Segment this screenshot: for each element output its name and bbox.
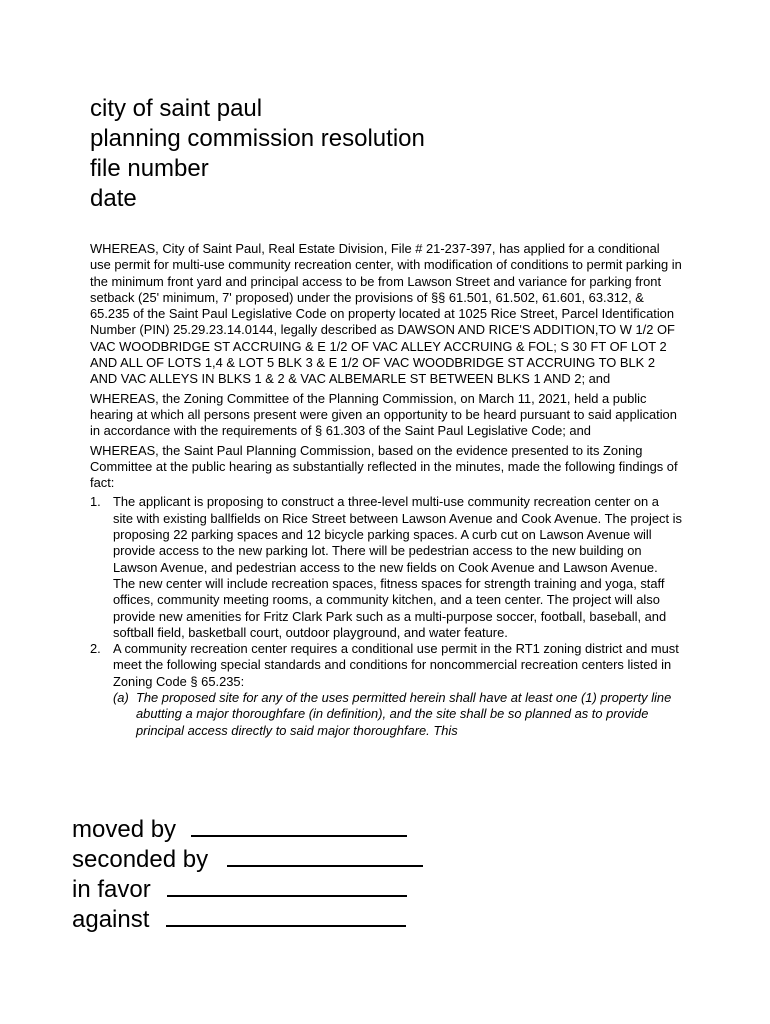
against-label: against [72, 906, 150, 933]
seconded-by-blank[interactable] [227, 845, 423, 867]
finding-number: 1. [90, 494, 101, 510]
in-favor-label: in favor [72, 876, 151, 903]
header-title: planning commission resolution [90, 125, 425, 152]
finding-number: 2. [90, 641, 101, 657]
in-favor-row [72, 875, 423, 905]
header-file-number: file number [90, 155, 209, 182]
finding-sublist [113, 690, 682, 739]
resolution-body [90, 241, 682, 739]
whereas-paragraph-2: WHEREAS, the Zoning Committee of the Planning Commission, on March 11, 2021, held a public hearing at which all persons present were given an opportunity to be heard pursuant to said application in accordance with the requirements of § 61.303 of the Saint Paul Legislative Code; and [90, 390, 677, 439]
moved-by-label: moved by [72, 816, 177, 843]
finding-text: The applicant is proposing to construct a three-level multi-use community recreation center on a site with existing ballfields on Rice Street between Lawson Avenue and Cook Avenue. The project is proposing 22 parking spaces and 12 bicycle parking spaces. A curb cut on Lawson Avenue will provide access to the new parking lot. There will be pedestrian access to the new building on Lawson Avenue, and pedestrian access to the new fields on Cook Avenue and Lawson Avenue. The new center will include recreation spaces, fitness spaces for strength training and yoga, staff offices, community meeting rooms, a community kitchen, and a teen center. The project will also provide new amenities for Fritz Clark Park such as a multi-purpose soccer, football, baseball, and softball field, basketball court, outdoor playground, and water feature. [113, 494, 682, 640]
whereas-paragraph-3: WHEREAS, the Saint Paul Planning Commission, based on the evidence presented to its Zoning Committee at the public hearing as substantially reflected in the minutes, made the following findings of fact: [90, 442, 678, 491]
subitem-text: The proposed site for any of the uses permitted herein shall have at least one (1) property line abutting a major thoroughfare (in definition), and the site shall be so planned as to provide principal access directly to said major thoroughfare. This [136, 690, 672, 738]
vote-block [72, 815, 423, 935]
seconded-by-row [72, 845, 423, 875]
seconded-by-label: seconded by [72, 846, 209, 873]
subitem-label: (a) [113, 690, 129, 706]
finding-item [90, 641, 682, 739]
resolution-header [90, 94, 425, 214]
in-favor-blank[interactable] [167, 875, 407, 897]
whereas-paragraph-1: WHEREAS, City of Saint Paul, Real Estate Division, File # 21-237-397, has applied for a conditional use permit for multi-use community recreation center, with modification of conditions to permit parking in the minimum front yard and principal access to be from Lawson Street and variance for parking front setback (25' minimum, 7' proposed) under the provisions of §§ 61.501, 61.502, 61.601, 63.312, & 65.235 of the Saint Paul Legislative Code on property located at 1025 Rice Street, Parcel Identification Number (PIN) 25.29.23.14.0144, legally described as DAWSON AND RICE'S ADDITION,TO W 1/2 OF VAC WOODBRIDGE ST ACCRUING & E 1/2 OF VAC ALLEY ACCRUING & FOL; S 30 FT OF LOT 2 AND ALL OF LOTS 1,4 & LOT 5 BLK 3 & E 1/2 OF VAC WOODBRIDGE ST ACCRUING TO BLK 2 AND VAC ALLEYS IN BLKS 1 & 2 & VAC ALBEMARLE ST BETWEEN BLKS 1 AND 2; and [90, 241, 682, 387]
finding-text: A community recreation center requires a conditional use permit in the RT1 zoning district and must meet the following special standards and conditions for noncommercial recreation centers listed in Zoning Code § 65.235: [113, 641, 679, 689]
finding-item [90, 494, 682, 641]
finding-subitem [113, 690, 682, 739]
against-row [72, 905, 423, 935]
header-date: date [90, 185, 137, 212]
findings-list [90, 494, 682, 738]
header-city: city of saint paul [90, 95, 263, 122]
moved-by-blank[interactable] [191, 815, 407, 837]
moved-by-row [72, 815, 423, 845]
against-blank[interactable] [166, 905, 406, 927]
